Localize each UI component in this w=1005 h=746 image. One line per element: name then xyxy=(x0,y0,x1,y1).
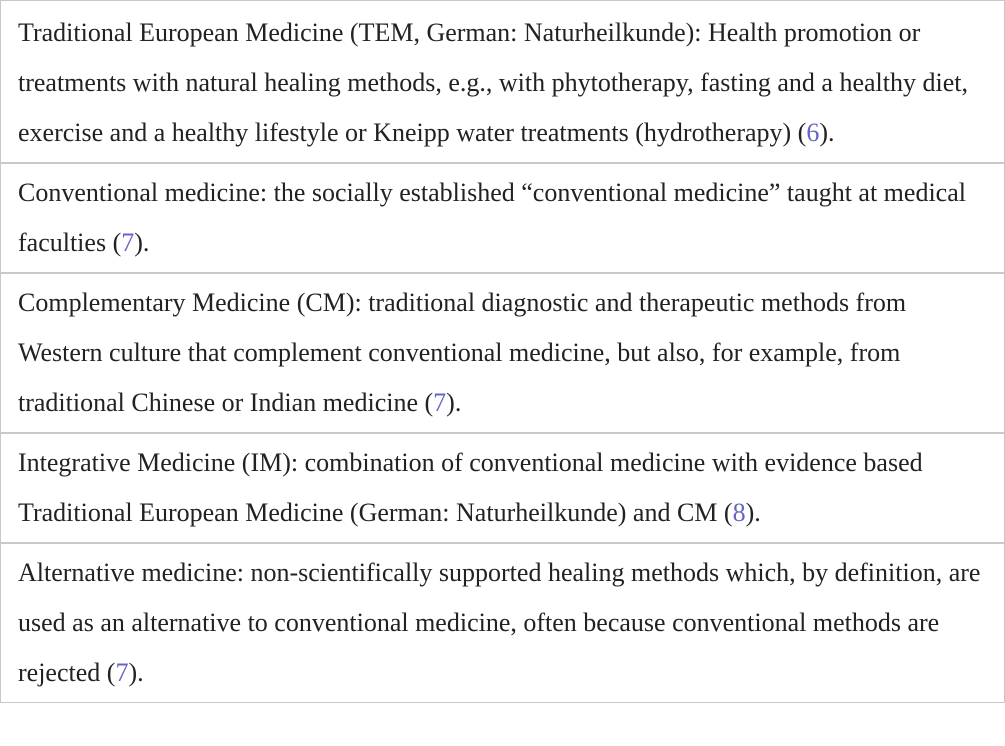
definition-row-integrative xyxy=(1,432,1004,542)
reference-link[interactable]: 7 xyxy=(115,658,129,687)
definition-row-tem xyxy=(1,1,1004,162)
definition-text-end: ). xyxy=(819,118,835,147)
definition-row-conventional xyxy=(1,162,1004,272)
definition-text: Integrative Medicine (IM): combination of conventional medicine with evidence based Traditional European Medicine (German: Naturheilkunde) and CM ( xyxy=(18,448,923,527)
reference-link[interactable]: 8 xyxy=(732,498,746,527)
reference-link[interactable]: 6 xyxy=(806,118,820,147)
definition-text-end: ). xyxy=(128,658,144,687)
definition-row-complementary xyxy=(1,272,1004,432)
definition-row-alternative xyxy=(1,542,1004,702)
definition-text: Alternative medicine: non-scientifically supported healing methods which, by definition, are used as an alternative to conventional medicine, often because conventional methods are rejected ( xyxy=(18,558,981,687)
definition-text: Traditional European Medicine (TEM, German: Naturheilkunde): Health promotion or treatments with natural healing methods, e.g., with phytotherapy, fasting and a healthy diet, exercise and a healthy lifestyle or Kneipp water treatments (hydrotherapy) ( xyxy=(18,18,968,147)
definition-text-end: ). xyxy=(745,498,761,527)
definition-text-end: ). xyxy=(446,388,462,417)
reference-link[interactable]: 7 xyxy=(433,388,447,417)
reference-link[interactable]: 7 xyxy=(121,228,135,257)
definition-text: Complementary Medicine (CM): traditional diagnostic and therapeutic methods from Western culture that complement conventional medicine, but also, for example, from traditional Chinese or Indian medicine ( xyxy=(18,288,907,417)
definition-text-end: ). xyxy=(134,228,150,257)
definition-text: Conventional medicine: the socially established “conventional medicine” taught at medical faculties ( xyxy=(18,178,966,257)
